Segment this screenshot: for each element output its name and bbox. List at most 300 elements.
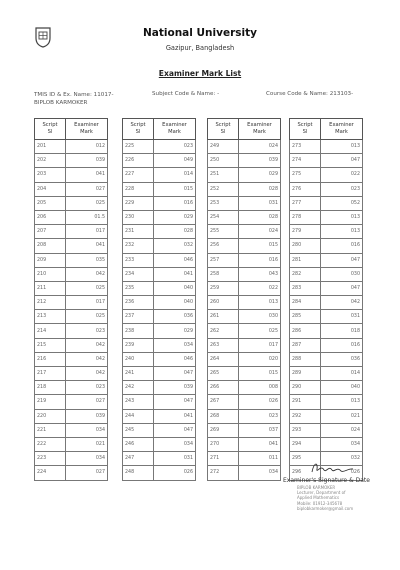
examiner-mark-cell: 008 xyxy=(239,381,281,395)
script-sl-cell: 281 xyxy=(290,253,321,267)
script-sl-cell: 243 xyxy=(123,395,154,409)
script-sl-cell: 242 xyxy=(123,381,154,395)
table-row xyxy=(290,140,363,154)
script-sl-cell: 263 xyxy=(208,338,239,352)
examiner-mark-cell: 025 xyxy=(239,324,281,338)
examiner-mark-cell: 047 xyxy=(154,423,196,437)
header-script-label: Script xyxy=(215,122,231,128)
script-sl-cell: 202 xyxy=(35,154,66,168)
examiner-mark-cell: 041 xyxy=(154,409,196,423)
table-row xyxy=(290,381,363,395)
table-row xyxy=(123,281,196,295)
examiner-info xyxy=(34,91,113,107)
examiner-mark-cell: 023 xyxy=(66,381,108,395)
table-row xyxy=(123,310,196,324)
table-row xyxy=(35,367,108,381)
examiner-mark-cell: 021 xyxy=(66,437,108,451)
script-sl-cell: 288 xyxy=(290,352,321,366)
script-sl-cell: 292 xyxy=(290,409,321,423)
script-sl-cell: 274 xyxy=(290,154,321,168)
examiner-mark-cell: 023 xyxy=(66,324,108,338)
examiner-mark-cell: 039 xyxy=(239,154,281,168)
table-row xyxy=(290,352,363,366)
script-sl-cell: 285 xyxy=(290,310,321,324)
header-examiner-label: Examiner xyxy=(247,122,272,128)
examiner-mark-cell: 029 xyxy=(154,210,196,224)
script-sl-cell: 286 xyxy=(290,324,321,338)
examiner-mark-cell: 041 xyxy=(239,437,281,451)
script-sl-cell: 269 xyxy=(208,423,239,437)
script-sl-cell: 267 xyxy=(208,395,239,409)
header-script-sl xyxy=(123,119,154,140)
examiner-mark-cell: 039 xyxy=(66,409,108,423)
examiner-mark-cell: 046 xyxy=(154,253,196,267)
signature-stamp xyxy=(297,485,353,511)
examiner-mark-cell: 021 xyxy=(321,409,363,423)
script-sl-cell: 262 xyxy=(208,324,239,338)
examiner-mark-cell: 042 xyxy=(66,338,108,352)
script-sl-cell: 215 xyxy=(35,338,66,352)
script-sl-cell: 275 xyxy=(290,168,321,182)
table-row xyxy=(290,225,363,239)
script-sl-cell: 235 xyxy=(123,281,154,295)
examiner-mark-cell: 047 xyxy=(154,395,196,409)
examiner-mark-cell: 023 xyxy=(239,409,281,423)
table-row xyxy=(35,196,108,210)
table-row xyxy=(208,196,281,210)
script-sl-cell: 248 xyxy=(123,466,154,480)
table-row xyxy=(123,338,196,352)
table-row xyxy=(208,381,281,395)
examiner-mark-cell: 017 xyxy=(66,296,108,310)
script-sl-cell: 287 xyxy=(290,338,321,352)
table-row xyxy=(123,367,196,381)
examiner-mark-cell: 016 xyxy=(321,239,363,253)
mark-table-3 xyxy=(207,118,281,481)
table-row xyxy=(123,437,196,451)
examiner-mark-cell: 039 xyxy=(154,381,196,395)
examiner-mark-cell: 039 xyxy=(66,154,108,168)
table-row xyxy=(123,452,196,466)
header-script-sl xyxy=(290,119,321,140)
table-row xyxy=(123,182,196,196)
table-row xyxy=(290,324,363,338)
table-row xyxy=(123,140,196,154)
table-row xyxy=(123,253,196,267)
table-row xyxy=(208,210,281,224)
script-sl-cell: 206 xyxy=(35,210,66,224)
table-row xyxy=(123,409,196,423)
script-sl-cell: 218 xyxy=(35,381,66,395)
examiner-mark-cell: 034 xyxy=(321,437,363,451)
examiner-mark-cell: 015 xyxy=(154,182,196,196)
script-sl-cell: 226 xyxy=(123,154,154,168)
course-code-label: Course Code & Name: 213103- xyxy=(266,91,354,97)
script-sl-cell: 265 xyxy=(208,367,239,381)
script-sl-cell: 280 xyxy=(290,239,321,253)
script-sl-cell: 268 xyxy=(208,409,239,423)
script-sl-cell: 254 xyxy=(208,210,239,224)
examiner-mark-cell: 013 xyxy=(321,210,363,224)
examiner-mark-cell: 047 xyxy=(321,253,363,267)
table-row xyxy=(35,452,108,466)
examiner-mark-cell: 017 xyxy=(239,338,281,352)
script-sl-cell: 223 xyxy=(35,452,66,466)
table-row xyxy=(35,253,108,267)
examiner-mark-cell: 040 xyxy=(154,296,196,310)
examiner-mark-cell: 046 xyxy=(154,352,196,366)
script-sl-cell: 228 xyxy=(123,182,154,196)
script-sl-cell: 289 xyxy=(290,367,321,381)
examiner-mark-cell: 029 xyxy=(239,168,281,182)
examiner-mark-cell: 026 xyxy=(321,466,363,480)
table-row xyxy=(35,338,108,352)
examiner-mark-cell: 024 xyxy=(239,225,281,239)
script-sl-cell: 241 xyxy=(123,367,154,381)
examiner-mark-cell: 042 xyxy=(321,296,363,310)
script-sl-cell: 271 xyxy=(208,452,239,466)
examiner-mark-cell: 043 xyxy=(239,267,281,281)
table-row xyxy=(35,225,108,239)
header-script-sl xyxy=(208,119,239,140)
table-row xyxy=(123,210,196,224)
table-row xyxy=(123,296,196,310)
examiner-mark-cell: 031 xyxy=(239,196,281,210)
examiner-mark-cell: 047 xyxy=(321,154,363,168)
header-sl-label: Sl xyxy=(302,129,308,135)
table-row xyxy=(208,168,281,182)
table-row xyxy=(123,352,196,366)
header-examiner-mark xyxy=(239,119,281,140)
table-row xyxy=(123,154,196,168)
header-script-label: Script xyxy=(130,122,146,128)
table-row xyxy=(208,338,281,352)
script-sl-cell: 252 xyxy=(208,182,239,196)
table-row xyxy=(123,395,196,409)
table-row xyxy=(208,253,281,267)
stamp-email: biplobkarmoker@gmail.com xyxy=(297,505,354,511)
table-row xyxy=(208,395,281,409)
examiner-mark-cell: 023 xyxy=(154,140,196,154)
examiner-mark-cell: 011 xyxy=(239,452,281,466)
examiner-mark-cell: 015 xyxy=(239,367,281,381)
table-row xyxy=(208,310,281,324)
examiner-name-line: BIPLOB KARMOKER xyxy=(34,100,88,106)
script-sl-cell: 240 xyxy=(123,352,154,366)
script-sl-cell: 290 xyxy=(290,381,321,395)
script-sl-cell: 259 xyxy=(208,281,239,295)
script-sl-cell: 245 xyxy=(123,423,154,437)
examiner-mark-cell: 018 xyxy=(321,324,363,338)
examiner-mark-cell: 034 xyxy=(154,338,196,352)
signature-scribble xyxy=(308,460,356,476)
examiner-mark-cell: 026 xyxy=(154,466,196,480)
examiner-mark-cell: 024 xyxy=(239,140,281,154)
examiner-mark-cell: 013 xyxy=(321,395,363,409)
table-row xyxy=(208,225,281,239)
examiner-mark-cell: 032 xyxy=(321,452,363,466)
examiner-mark-cell: 013 xyxy=(321,140,363,154)
table-row xyxy=(123,423,196,437)
table-row xyxy=(208,267,281,281)
document-title: Examiner Mark List xyxy=(158,69,242,78)
script-sl-cell: 227 xyxy=(123,168,154,182)
table-row xyxy=(208,154,281,168)
script-sl-cell: 282 xyxy=(290,267,321,281)
mark-table-2 xyxy=(122,118,196,481)
table-row xyxy=(35,409,108,423)
script-sl-cell: 231 xyxy=(123,225,154,239)
table-row xyxy=(208,452,281,466)
script-sl-cell: 278 xyxy=(290,210,321,224)
header-mark-label: Mark xyxy=(168,129,181,135)
examiner-mark-cell: 022 xyxy=(239,281,281,295)
table-row xyxy=(35,381,108,395)
examiner-mark-cell: 030 xyxy=(321,267,363,281)
table-row xyxy=(35,281,108,295)
header-examiner-mark xyxy=(321,119,363,140)
examiner-mark-cell: 013 xyxy=(239,296,281,310)
table-row xyxy=(35,324,108,338)
table-row xyxy=(35,310,108,324)
table-row xyxy=(290,253,363,267)
script-sl-cell: 261 xyxy=(208,310,239,324)
examiner-mark-cell: 034 xyxy=(66,423,108,437)
examiner-mark-cell: 032 xyxy=(154,239,196,253)
script-sl-cell: 253 xyxy=(208,196,239,210)
examiner-mark-cell: 047 xyxy=(154,367,196,381)
table-row xyxy=(290,296,363,310)
script-sl-cell: 247 xyxy=(123,452,154,466)
table-row xyxy=(290,395,363,409)
script-sl-cell: 212 xyxy=(35,296,66,310)
table-row xyxy=(35,352,108,366)
examiner-mark-cell: 041 xyxy=(66,168,108,182)
header-examiner-label: Examiner xyxy=(329,122,354,128)
examiner-mark-cell: 022 xyxy=(321,168,363,182)
examiner-mark-cell: 052 xyxy=(321,196,363,210)
script-sl-cell: 266 xyxy=(208,381,239,395)
script-sl-cell: 257 xyxy=(208,253,239,267)
header-script-label: Script xyxy=(42,122,58,128)
table-row xyxy=(123,225,196,239)
script-sl-cell: 220 xyxy=(35,409,66,423)
script-sl-cell: 244 xyxy=(123,409,154,423)
table-row xyxy=(123,466,196,480)
examiner-mark-cell: 023 xyxy=(321,182,363,196)
examiner-mark-cell: 016 xyxy=(321,338,363,352)
examiner-mark-cell: 028 xyxy=(239,210,281,224)
header-examiner-label: Examiner xyxy=(162,122,187,128)
header-sl-label: Sl xyxy=(47,129,53,135)
table-row xyxy=(208,182,281,196)
script-sl-cell: 296 xyxy=(290,466,321,480)
examiner-mark-cell: 014 xyxy=(321,367,363,381)
examiner-mark-cell: 016 xyxy=(239,253,281,267)
table-row xyxy=(123,381,196,395)
examiner-mark-cell: 034 xyxy=(154,437,196,451)
examiner-mark-cell: 025 xyxy=(66,281,108,295)
examiner-mark-cell: 025 xyxy=(66,196,108,210)
table-row xyxy=(290,409,363,423)
script-sl-cell: 295 xyxy=(290,452,321,466)
mark-table-4 xyxy=(289,118,363,481)
examiner-mark-cell: 034 xyxy=(66,452,108,466)
examiner-mark-cell: 027 xyxy=(66,182,108,196)
examiner-mark-cell: 040 xyxy=(321,381,363,395)
header-script-sl xyxy=(35,119,66,140)
header-mark-label: Mark xyxy=(253,129,266,135)
script-sl-cell: 232 xyxy=(123,239,154,253)
examiner-mark-cell: 020 xyxy=(239,352,281,366)
script-sl-cell: 208 xyxy=(35,239,66,253)
table-row xyxy=(123,239,196,253)
header-examiner-label: Examiner xyxy=(74,122,99,128)
script-sl-cell: 201 xyxy=(35,140,66,154)
script-sl-cell: 251 xyxy=(208,168,239,182)
table-row xyxy=(35,395,108,409)
table-row xyxy=(35,437,108,451)
examiner-mark-cell: 042 xyxy=(66,267,108,281)
university-location: Gazipur, Bangladesh xyxy=(165,44,235,52)
table-row xyxy=(208,367,281,381)
header-mark-label: Mark xyxy=(335,129,348,135)
script-sl-cell: 246 xyxy=(123,437,154,451)
table-row xyxy=(35,296,108,310)
table-row xyxy=(123,196,196,210)
table-row xyxy=(208,140,281,154)
examiner-mark-cell: 035 xyxy=(66,253,108,267)
script-sl-cell: 209 xyxy=(35,253,66,267)
header-sl-label: Sl xyxy=(135,129,141,135)
table-row xyxy=(208,352,281,366)
examiner-mark-cell: 031 xyxy=(321,310,363,324)
table-row xyxy=(35,140,108,154)
examiner-mark-cell: 026 xyxy=(239,395,281,409)
examiner-id-line: TMIS ID & Ex. Name: 11017- xyxy=(34,92,114,98)
examiner-mark-cell: 030 xyxy=(239,310,281,324)
examiner-mark-cell: 036 xyxy=(154,310,196,324)
table-row xyxy=(208,324,281,338)
script-sl-cell: 270 xyxy=(208,437,239,451)
table-row xyxy=(35,466,108,480)
script-sl-cell: 221 xyxy=(35,423,66,437)
examiner-mark-cell: 041 xyxy=(154,267,196,281)
script-sl-cell: 216 xyxy=(35,352,66,366)
script-sl-cell: 219 xyxy=(35,395,66,409)
table-row xyxy=(290,182,363,196)
header-sl-label: Sl xyxy=(220,129,226,135)
table-row xyxy=(35,168,108,182)
table-row xyxy=(208,466,281,480)
table-row xyxy=(208,437,281,451)
examiner-mark-cell: 037 xyxy=(239,423,281,437)
script-sl-cell: 225 xyxy=(123,140,154,154)
table-row xyxy=(208,423,281,437)
table-row xyxy=(290,210,363,224)
script-sl-cell: 210 xyxy=(35,267,66,281)
script-sl-cell: 207 xyxy=(35,225,66,239)
script-sl-cell: 284 xyxy=(290,296,321,310)
table-row xyxy=(208,239,281,253)
examiner-mark-cell: 013 xyxy=(321,225,363,239)
table-row xyxy=(35,182,108,196)
header-examiner-mark xyxy=(154,119,196,140)
table-row xyxy=(123,168,196,182)
table-row xyxy=(290,154,363,168)
header-examiner-mark xyxy=(66,119,108,140)
table-row xyxy=(290,423,363,437)
examiner-mark-cell: 031 xyxy=(154,452,196,466)
script-sl-cell: 233 xyxy=(123,253,154,267)
script-sl-cell: 264 xyxy=(208,352,239,366)
examiner-mark-cell: 029 xyxy=(154,324,196,338)
examiner-mark-cell: 027 xyxy=(66,395,108,409)
examiner-mark-cell: 042 xyxy=(66,352,108,366)
examiner-mark-cell: 012 xyxy=(66,140,108,154)
script-sl-cell: 214 xyxy=(35,324,66,338)
examiner-mark-cell: 027 xyxy=(66,466,108,480)
script-sl-cell: 205 xyxy=(35,196,66,210)
table-row xyxy=(290,281,363,295)
script-sl-cell: 230 xyxy=(123,210,154,224)
table-row xyxy=(123,324,196,338)
table-row xyxy=(290,367,363,381)
script-sl-cell: 277 xyxy=(290,196,321,210)
examiner-mark-cell: 024 xyxy=(321,423,363,437)
script-sl-cell: 256 xyxy=(208,239,239,253)
table-row xyxy=(290,338,363,352)
examiner-mark-cell: 034 xyxy=(239,466,281,480)
header-mark-label: Mark xyxy=(80,129,93,135)
script-sl-cell: 211 xyxy=(35,281,66,295)
table-row xyxy=(290,437,363,451)
header-script-label: Script xyxy=(297,122,313,128)
script-sl-cell: 272 xyxy=(208,466,239,480)
table-row xyxy=(208,296,281,310)
script-sl-cell: 283 xyxy=(290,281,321,295)
script-sl-cell: 258 xyxy=(208,267,239,281)
examiner-mark-cell: 047 xyxy=(321,281,363,295)
examiner-mark-cell: 040 xyxy=(154,281,196,295)
table-row xyxy=(290,168,363,182)
examiner-mark-cell: 016 xyxy=(154,196,196,210)
script-sl-cell: 224 xyxy=(35,466,66,480)
script-sl-cell: 273 xyxy=(290,140,321,154)
script-sl-cell: 260 xyxy=(208,296,239,310)
examiner-mark-cell: 014 xyxy=(154,168,196,182)
script-sl-cell: 234 xyxy=(123,267,154,281)
script-sl-cell: 239 xyxy=(123,338,154,352)
script-sl-cell: 238 xyxy=(123,324,154,338)
script-sl-cell: 294 xyxy=(290,437,321,451)
stamp-title: Lecturer, Department of xyxy=(297,490,346,496)
table-row xyxy=(123,267,196,281)
table-row xyxy=(208,281,281,295)
signature-caption: Examiner's Signature & Date xyxy=(283,477,370,484)
table-row xyxy=(290,267,363,281)
examiner-mark-cell: 025 xyxy=(66,310,108,324)
script-sl-cell: 250 xyxy=(208,154,239,168)
examiner-mark-cell: 01.5 xyxy=(66,210,108,224)
script-sl-cell: 213 xyxy=(35,310,66,324)
table-row xyxy=(290,239,363,253)
stamp-phone: Mobile: 01912-345678 xyxy=(297,500,343,506)
table-row xyxy=(35,267,108,281)
university-name: National University xyxy=(143,27,257,39)
script-sl-cell: 229 xyxy=(123,196,154,210)
table-row xyxy=(35,239,108,253)
